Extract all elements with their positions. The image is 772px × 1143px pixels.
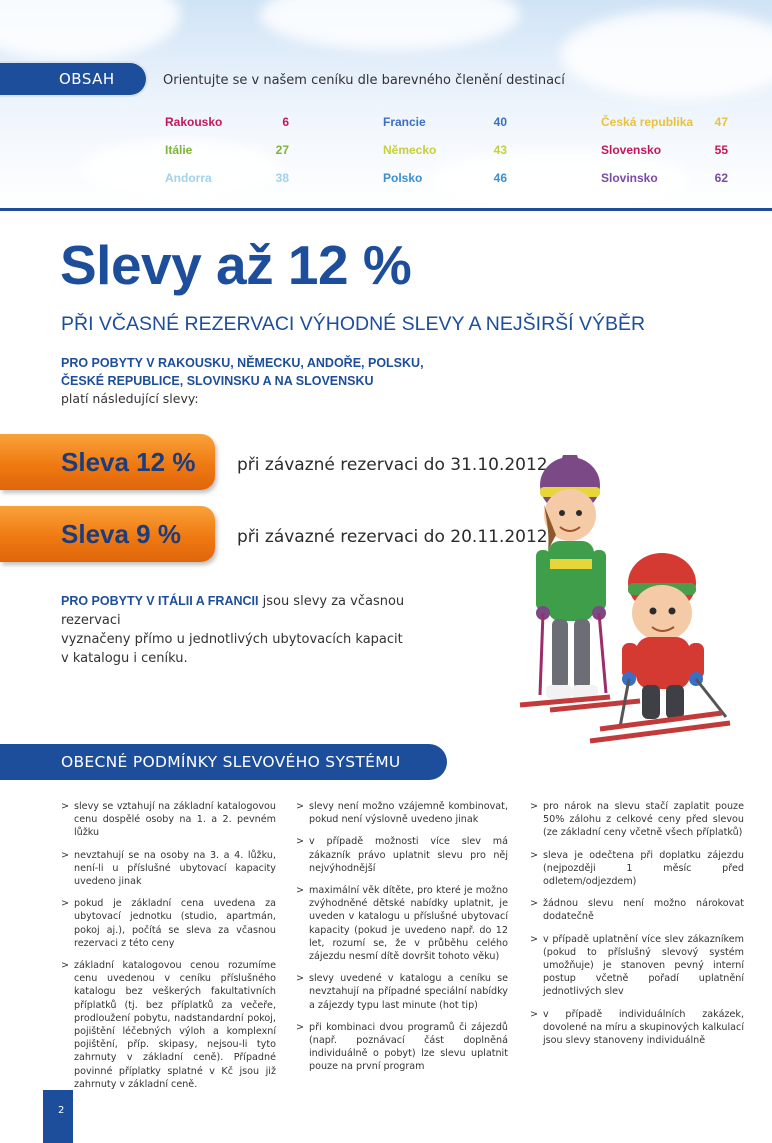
skier-boy (590, 553, 730, 741)
condition-item: > v případě uplatnění více slev zákazníkem (pokud to příslušný slevový systém umožňuje) je stanoven pevný interní postup včetně pořadí uplatnění jednotlivých slev (530, 933, 744, 999)
condition-item: > slevy se vztahují na základní katalogovou cenu dospělé osoby na 1. a 2. pevném lůžku (61, 800, 276, 840)
toc-entry[interactable] (383, 164, 507, 192)
discount-label: Sleva 9 % (61, 518, 181, 549)
toc-page: 27 (275, 143, 289, 157)
condition-item: > v případě individuálních zakázek, dovolené na míru a skupinových kalkulací jsou slevy stanoveny individuálně (530, 1008, 744, 1048)
toc-entry[interactable] (383, 136, 507, 164)
toc-page: 47 (714, 115, 728, 129)
toc-page: 38 (275, 171, 289, 185)
destinations-line: ČESKÉ REPUBLICE, SLOVINSKU A NA SLOVENSKU (61, 374, 374, 388)
toc-page: 62 (714, 171, 728, 185)
discount-badge (0, 506, 215, 562)
condition-item: > slevy uvedené v katalogu a ceníku se nevztahují na případné speciální nabídky a zájezdy typu last minute (hot tip) (296, 972, 508, 1012)
italy-france-note (61, 592, 461, 668)
page-subtitle: PŘI VČASNÉ REZERVACI VÝHODNÉ SLEVY A NEJŠIRŠÍ VÝBĚR (61, 313, 646, 335)
condition-item: > sleva je odečtena při doplatku zájezdu (nejpozději 1 měsíc před odletem/odjezdem) (530, 849, 744, 889)
discount-badge (0, 434, 215, 490)
toc-destination: Polsko (383, 171, 423, 185)
condition-item: > pokud je základní cena uvedena za ubytovací jednotku (studio, apartmán, pokoj aj.), počítá se sleva za včasnou rezervaci z této ceny (61, 897, 276, 950)
sky-cloud (560, 10, 772, 100)
italy-france-highlight: PRO POBYTY V ITÁLII A FRANCII (61, 594, 259, 608)
toc-entry[interactable] (601, 108, 728, 136)
toc-entry[interactable] (165, 108, 289, 136)
toc-destination: Německo (383, 143, 437, 157)
italy-france-text: vyznačeny přímo u jednotlivých ubytovacích kapacit (61, 632, 403, 647)
toc-destination: Rakousko (165, 115, 223, 129)
discount-label: Sleva 12 % (61, 446, 196, 477)
contents-intro: Orientujte se v našem ceníku dle barevného členění destinací (163, 73, 565, 88)
page-number: 2 (58, 1105, 65, 1116)
page-number-strip (43, 1090, 73, 1143)
contents-tab-label: OBSAH (59, 70, 115, 88)
discount-condition: při závazné rezervaci do 31.10.2012 (237, 455, 548, 475)
sky-cloud (0, 0, 180, 60)
conditions-column (530, 800, 744, 1056)
italy-france-text: jsou slevy za včasnou rezervaci (61, 594, 405, 628)
discount-condition: při závazné rezervaci do 20.11.2012 (237, 527, 548, 547)
conditions-heading-label: OBECNÉ PODMÍNKY SLEVOVÉHO SYSTÉMU (61, 753, 401, 771)
conditions-column (61, 800, 276, 1100)
toc-page: 46 (493, 171, 507, 185)
toc-page: 40 (493, 115, 507, 129)
toc-column (383, 108, 507, 192)
conditions-column (296, 800, 508, 1083)
toc-column (165, 108, 289, 192)
destinations-intro: platí následující slevy: (61, 391, 199, 406)
destinations-note (61, 354, 424, 408)
toc-destination: Slovinsko (601, 171, 658, 185)
skiing-kids-illustration (490, 455, 740, 755)
condition-item: > pro nárok na slevu stačí zaplatit pouze 50% zálohu z celkové ceny před slevou (ze základní ceny včetně všech příplatků) (530, 800, 744, 840)
toc-destination: Francie (383, 115, 426, 129)
toc-page: 55 (714, 143, 728, 157)
condition-item: > maximální věk dítěte, pro které je možno zvýhodněné dětské nabídky uplatnit, je uveden v katalogu u příslušné ubytovací kapacity (pokud je uvedeno např. do 12 let, rozumí se, že v průběhu celého zájezdu nesmí dítě dovršit tohoto věku) (296, 884, 508, 963)
condition-item: > při kombinaci dvou programů či zájezdů (např. poznávací část doplněná individuálně o pobyt) lze slevu uplatnit pouze na první program (296, 1021, 508, 1074)
toc-column (601, 108, 728, 192)
header-divider (0, 208, 772, 211)
condition-item: > základní katalogovou cenou rozumíme cenu uvedenou v ceníku příslušného katalogu bez veškerých fakultativních příplatků (tj. bez příplatků za večeře, prodloužení pobytu, nadstandardní pokoj, pojištění léčebných výloh a komplexní pojištění, příp. skipasy, nejsou-li tyto zahrnuty v základní ceně). Případné povinné příplatky splatné v Kč jsou již zahrnuty v základní ceně. (61, 959, 276, 1091)
condition-item: > slevy není možno vzájemně kombinovat, pokud není výslovně uvedeno jinak (296, 800, 508, 826)
toc-destination: Česká republika (601, 115, 694, 129)
toc-entry[interactable] (383, 108, 507, 136)
toc-page: 6 (282, 115, 289, 129)
condition-item: > nevztahují se na osoby na 3. a 4. lůžku, není-li u příslušné ubytovací kapacity uvedeno jinak (61, 849, 276, 889)
toc-entry[interactable] (165, 136, 289, 164)
toc-page: 43 (493, 143, 507, 157)
sky-cloud (260, 0, 520, 50)
toc-entry[interactable] (165, 164, 289, 192)
contents-tab (0, 63, 146, 95)
conditions-heading (0, 744, 447, 780)
toc-entry[interactable] (601, 136, 728, 164)
condition-item: > v případě možnosti více slev má zákazník právo uplatnit slevu pro něj nejvýhodnější (296, 835, 508, 875)
destinations-line: PRO POBYTY V RAKOUSKU, NĚMECKU, ANDOŘE, POLSKU, (61, 356, 424, 370)
italy-france-text: v katalogu i ceníku. (61, 651, 188, 666)
page-title: Slevy až 12 % (60, 234, 412, 296)
toc-destination: Andorra (165, 171, 212, 185)
toc-destination: Slovensko (601, 143, 662, 157)
toc-destination: Itálie (165, 143, 193, 157)
condition-item: > žádnou slevu není možno nárokovat dodatečně (530, 897, 744, 923)
toc-entry[interactable] (601, 164, 728, 192)
